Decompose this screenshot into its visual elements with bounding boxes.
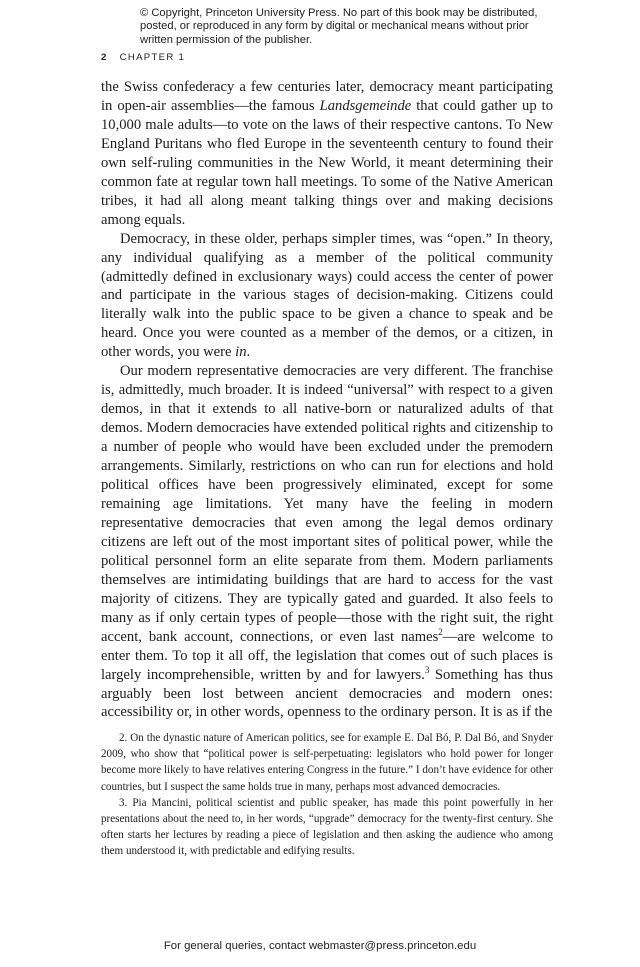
text-segment: that could gather up to 10,000 male adults—to vote on the laws of their respective cantons. To New England Puritans who fled Europe in the seventeenth century to found their own self-ruling communities in the New World, it meant determining their common fate at regular town hall meetings. To some of the Native American tribes, it had all along meant talking things over and making decisions among equals.	[101, 97, 553, 228]
footnote-marker: 3	[424, 664, 430, 675]
copyright-notice: © Copyright, Princeton University Press. No part of this book may be distributed, posted, or reproduced in any form by digital or mechanical means without prior written permission of the publisher.	[140, 7, 538, 46]
text-segment: Our modern representative democracies are very different. The franchise is, admittedly, much broader. It is indeed “universal” with respect to a given demos, in that it extends to all native-born or naturalized adults of that demos. Modern democracies have extended political rights and citizenship to a number of people who would have been excluded under the premodern arrangements. Similarly, restrictions on who can run for elections and hold political offices have been progressively eliminated, except for some remaining age limitations. Yet many have the feeling in modern representative democracies that even among the legal demos ordinary citizens are left out of the most important sites of political power, while the political personnel form an elite separate from them. Modern parliaments themselves are intimidating buildings that are hard to access for the vast majority of citizens. They are typically gated and guarded. It also feels to many as if only certain types of people—those with the right suit, the right accent, bank account, connections, or even last names	[101, 363, 553, 645]
running-head	[101, 52, 185, 63]
body-paragraph	[101, 78, 553, 230]
text-segment: Democracy, in these older, perhaps simpler times, was “open.” In theory, any individual qualifying as a member of the political community (admittedly defined in exclusionary ways) could access the center of power and participate in the various stages of decision-making. Citizens could literally walk into the public space to be given a chance to speak and be heard. Once you were counted as a member of the demos, or a citizen, in other words, you were	[101, 230, 553, 361]
footnote: 2. On the dynastic nature of American politics, see for example E. Dal Bó, P. Dal Bó, and Snyder 2009, who show that “political power is self-perpetuating: legislators who hold power for longer become more likely to have relatives entering Congress in the future.” I don’t have evidence for other countries, but I suspect the same holds true in many, perhaps most advanced democracies.	[101, 732, 553, 793]
text-segment: Something has thus arguably been lost between ancient democracies and modern ones: accessibility or, in other words, openness to the ordinary person. It is as if the	[101, 666, 554, 721]
text-segment: the Swiss confederacy a few centuries later, democracy meant participating in open-air assemblies—the famous	[101, 79, 553, 114]
footnotes	[101, 730, 553, 860]
body-paragraph	[101, 230, 553, 363]
page-number: 2	[101, 52, 108, 63]
body-text	[101, 78, 553, 722]
text-segment: in	[235, 344, 247, 361]
body-paragraph	[101, 362, 553, 722]
text-segment: .	[246, 344, 251, 361]
footnote-marker: 2	[438, 626, 443, 637]
chapter-label: CHAPTER 1	[119, 52, 186, 63]
footnote: 3. Pia Mancini, political scientist and public speaker, has made this point powerfully in her presentations about the need to, in her words, “upgrade” democracy for the twenty-first century. She often starts her lectures by reading a piece of legislation and then asking the audience who among them understood it, with predictable and edifying results.	[101, 796, 553, 858]
text-segment: Landsgemeinde	[319, 97, 412, 114]
text-segment: —are welcome to enter them. To top it all off, the legislation that comes out of such places is largely incomprehensible, written by and for lawyers.	[101, 628, 553, 683]
footer-contact: For general queries, contact webmaster@press.princeton.edu	[163, 940, 477, 952]
